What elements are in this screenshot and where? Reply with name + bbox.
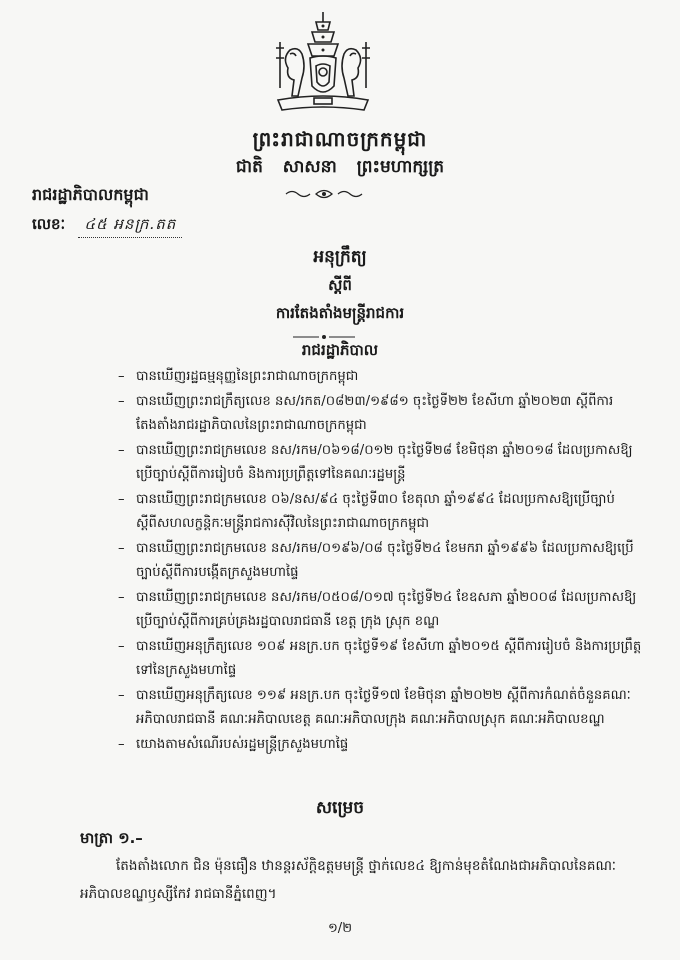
article-text: តែងតាំងលោក ជិន ម៉ុនធឿន ឋានន្តរស័ក្តិឧត្តមមន្ត្រី ថ្នាក់លេខ៤ ឱ្យកាន់មុខតំណែងជាអភិបាលនៃគណៈអភិបាលខណ្ឌឫស្សីកែវ រាជធានីភ្នំពេញ។ [80, 858, 617, 902]
royal-arms-emblem-icon [268, 8, 378, 120]
list-item: – បានឃើញព្រះរាជក្រឹត្យលេខ នស/រកត/០៨២៣/១៩៨១ ចុះថ្ងៃទី២២ ខែសីហា ឆ្នាំ២០២៣ ស្តីពីការតែងតាំងរាជរដ្ឋាភិបាលនៃព្រះរាជាណាចក្រកម្ពុជា [118, 393, 614, 433]
list-item: – បានឃើញព្រះរាជក្រមលេខ នស/រកម/០១៩៦/០៨ ចុះថ្ងៃទី២៤ ខែមករា ឆ្នាំ១៩៩៦ ដែលប្រកាសឱ្យប្រើច្បាប់ស្តីពីការបង្កើតក្រសួងមហាផ្ទៃ [118, 540, 634, 580]
list-item: – យោងតាមសំណើរបស់រដ្ឋមន្ត្រីក្រសួងមហាផ្ទៃ [118, 736, 349, 752]
list-item: – បានឃើញរដ្ឋធម្មនុញ្ញនៃព្រះរាជាណាចក្រកម្ពុជា [118, 369, 359, 384]
document-subject: ការតែងតាំងមន្ត្រីរាជការ [275, 304, 405, 322]
number-value: ៤៥ អនក្រ.តត [78, 215, 182, 238]
document-number [32, 215, 182, 238]
list-item: – បានឃើញព្រះរាជក្រមលេខ នស/រកម/០៥០៨/០១៧ ចុះថ្ងៃទី២៤ ខែឧសភា ឆ្នាំ២០០៨ ដែលប្រកាសឱ្យប្រើច្បាប់ស្តីពីការគ្រប់គ្រងរដ្ឋបាលរាជធានី ខេត្ត ក្រុង ស្រុក ខណ្ឌ [118, 589, 637, 629]
motto-king: ព្រះមហាក្សត្រ [356, 157, 445, 177]
number-label: លេខៈ [32, 215, 66, 233]
article-label: មាត្រា ១.– [80, 829, 143, 847]
list-item: – បានឃើញអនុក្រឹត្យលេខ ១១៩ អនក្រ.បក ចុះថ្ងៃទី១៧ ខែមិថុនា ឆ្នាំ២០២២ ស្តីពីការកំណត់ចំនួនគណៈអភិបាលរាជធានី គណៈអភិបាលខេត្ត គណៈអភិបាលក្រុង គណៈអភិបាលស្រុក គណៈអភិបាលខណ្ឌ [118, 687, 631, 727]
kingdom-title: ព្រះរាជាណាចក្រកម្ពុជា [252, 127, 428, 151]
motto-nation: ជាតិ [235, 157, 263, 177]
list-item: – បានឃើញព្រះរាជក្រមលេខ ០៦/នស/៩៤ ចុះថ្ងៃទី៣០ ខែតុលា ឆ្នាំ១៩៩៤ ដែលប្រកាសឱ្យប្រើច្បាប់ស្តីពីសហលក្ខន្តិកៈមន្ត្រីរាជការស៊ីវិលនៃព្រះរាជាណាចក្រកម្ពុជា [118, 491, 615, 531]
document-type: អនុក្រឹត្យ [313, 247, 367, 267]
government-name: រាជរដ្ឋាភិបាលកម្ពុជា [32, 185, 149, 204]
page-number: ១/២ [327, 921, 353, 936]
section-separator [293, 334, 355, 340]
national-motto [0, 156, 680, 181]
document-on: ស្តីពី [328, 276, 352, 294]
list-item: – បានឃើញព្រះរាជក្រមលេខ នស/រកម/០៦១៨/០១២ ចុះថ្ងៃទី២៨ ខែមិថុនា ឆ្នាំ២០១៨ ដែលប្រកាសឱ្យប្រើច្បាប់ស្តីពីការរៀបចំ និងការប្រព្រឹត្តទៅនៃគណៈរដ្ឋមន្ត្រី [118, 442, 633, 482]
decision-title: សម្រេច [315, 798, 365, 818]
motto-religion: សាសនា [282, 157, 337, 177]
issuer-heading: រាជរដ្ឋាភិបាល [301, 341, 379, 359]
considerations-list [118, 365, 648, 757]
ornament-divider-icon [282, 187, 366, 201]
list-item: – បានឃើញអនុក្រឹត្យលេខ ១០៩ អនក្រ.បក ចុះថ្ងៃទី១៩ ខែសីហា ឆ្នាំ២០១៥ ស្តីពីការរៀបចំ និងការប្រព្រឹត្តទៅនៃក្រសួងមហាផ្ទៃ [118, 638, 642, 678]
